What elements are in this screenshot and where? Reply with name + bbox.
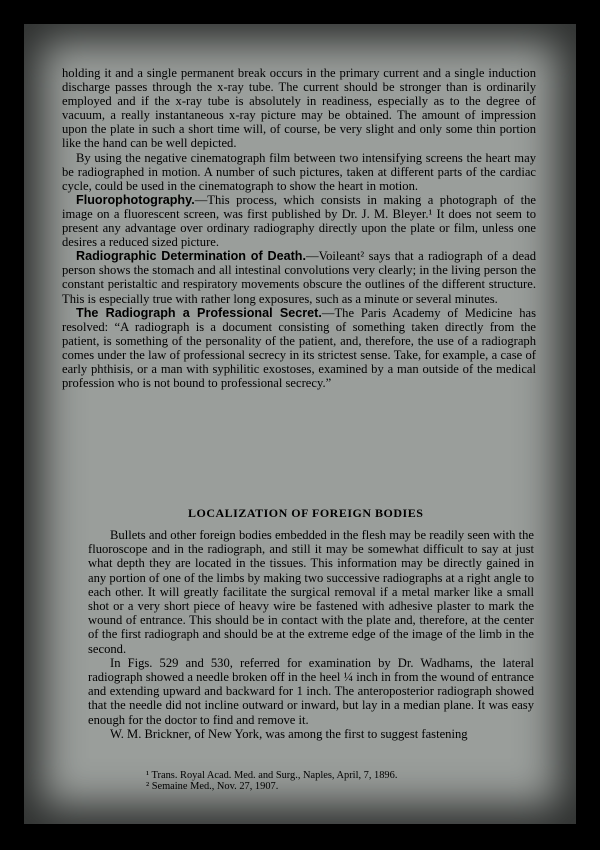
- paragraph-text: —Voileant² says that a radiograph of a dead person shows the stomach and all intestinal convolutions very clearly; in the living person the constant peristaltic and respiratory movements obscure the outlines of the different structure. This is especially true with rather long exposures, such as a minute or several minutes.: [62, 249, 537, 306]
- footnote: ² Semaine Med., Nov. 27, 1907.: [146, 781, 279, 793]
- paragraph-text: —The Paris Academy of Medicine has resolved: “A radiograph is a document consisting of something taken directly from the patient, is something of the personality of the patient, and, therefore, the use of a radiograph comes under the law of professional secrecy in its strictest sense. Take, for example, a case of early phthisis, or a man with syphilitic exostoses, examined by a man outside of the medical profession who is not bound to professional secrecy.”: [62, 305, 536, 391]
- running-title: MEDICAL ELECTRICITY AND RÖNTGEN RAYS: [97, 8, 355, 20]
- paragraph: Bullets and other foreign bodies embedded in the flesh may be readily seen with the fluoroscope and in the radiograph, and still it may be somewhat difficult to say at just what depth they are located in the tissues. This information may be directly gained in any portion of one of the limbs by making two successive radiographs at a right angle to each other. It will greatly facilitate the surgical removal if a metal marker like a small shot or a very short piece of heavy wire be fastened with adhesive plaster to mark the wound of entrance. This should be in contact with the plate and, therefore, at the center of the first radiograph and should be at the extreme edge of the image of the limb in the second.: [88, 528, 534, 656]
- paragraph: [62, 66, 536, 151]
- runin-heading: The Radiograph a Professional Secret.: [76, 305, 322, 320]
- footnotes: [146, 770, 526, 792]
- paragraph-text: —This process, which consists in making a photograph of the image on a fluorescent screen, was first published by Dr. J. M. Bleyer.¹ It does not seem to present any advantage over ordinary radiography directly upon the plate or film, unless one desires a reduced sized picture.: [62, 192, 536, 250]
- paragraph: [62, 249, 536, 305]
- runin-heading: Radiographic Determination of Death.: [76, 249, 306, 264]
- paragraph-text: By using the negative cinematograph film between two intensifying screens the heart may be radiographed in motion. A number of such pictures, taken at different parts of the cardiac cycle, could be used in the cinematograph to show the heart in motion.: [62, 150, 536, 193]
- paragraph-text: holding it and a single permanent break occurs in the primary current and a single induction discharge passes through the x-ray tube. The current should be stronger than is ordinarily employed and if the x-ray tube is absolutely in readiness, especially as to the degree of vacuum, a really instantaneous x-ray picture may be obtained. The amount of impression upon the plate in such a short time will, of course, be very slight and only some thin portion like the hand can be well depicted.: [62, 66, 536, 151]
- paragraph: W. M. Brickner, of New York, was among the first to suggest fastening: [110, 726, 468, 741]
- section-heading: LOCALIZATION OF FOREIGN BODIES: [188, 506, 424, 520]
- paragraph: [62, 151, 536, 193]
- paragraph: [62, 193, 536, 249]
- paragraph: In Figs. 529 and 530, referred for examination by Dr. Wadhams, the lateral radiograph showed a needle broken off in the heel ¼ inch in from the wound of entrance and extending upward and backward for 1 inch. The anteroposterior radiograph showed that the needle did not incline outward or inward, but lay in a median plane. It was easy enough for the doctor to find and remove it.: [88, 655, 534, 727]
- page-number: 810: [48, 6, 68, 20]
- body-text-lower: [88, 528, 534, 741]
- runin-heading: Fluorophotography.: [76, 192, 195, 207]
- body-text-upper: [62, 66, 536, 390]
- footnote: ¹ Trans. Royal Acad. Med. and Surg., Naples, April, 7, 1896.: [146, 770, 398, 781]
- paragraph: [62, 306, 536, 391]
- running-head: [48, 6, 538, 21]
